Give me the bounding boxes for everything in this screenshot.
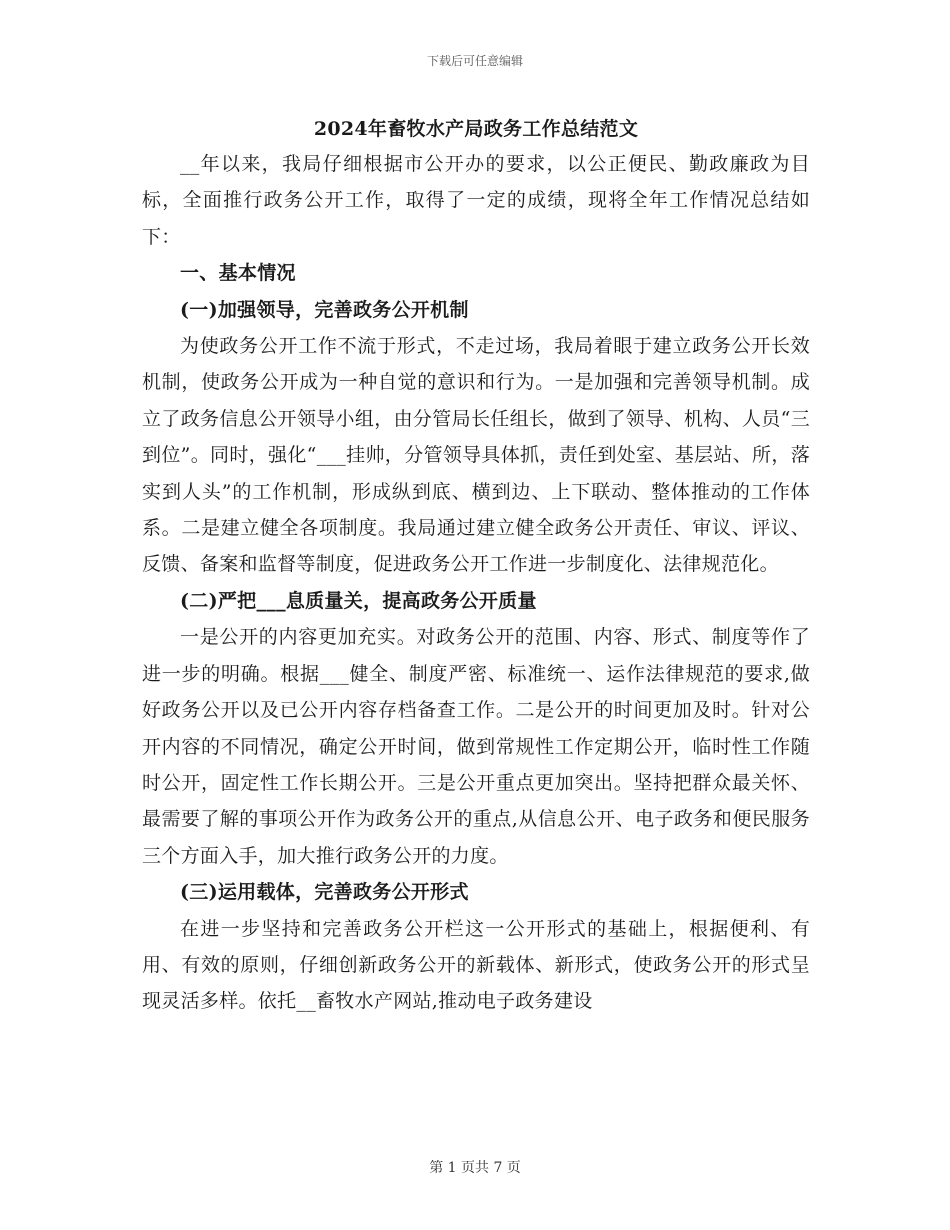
body-paragraph-3: 在进一步坚持和完善政务公开栏这一公开形式的基础上，根据便利、有用、有效的原则，仔细创新政务公开的新载体、新形式，使政务公开的形式呈现灵活多样。依托__畜牧水产网站,推动电子政务建设 [142,917,810,1013]
page-header: 下载后可任意编辑 [426,54,523,68]
subsection-heading-2: (二)严把___息质量关，提高政务公开质量 [180,589,537,612]
subsection-heading-1: (一)加强领导，完善政务公开机制 [180,298,469,321]
body-paragraph-1: 为使政务公开工作不流于形式，不走过场，我局着眼于建立政务公开长效机制，使政务公开成为一种自觉的意识和行为。一是加强和完善领导机制。成立了政务信息公开领导小组，由分管局长任组长，做到了领导、机构、人员“三到位”。同时，强化“___挂帅，分管领导具体抓，责任到处室、基层站、所，落实到人头”的工作机制，形成纵到底、横到边、上下联动、整体推动的工作体系。二是建立健全各项制度。我局通过建立健全政务公开责任、审议、评议、反馈、备案和监督等制度，促进政务公开工作进一步制度化、法律规范化。 [142,335,810,576]
document-title: 2024年畜牧水产局政务工作总结范文 [313,118,639,140]
body-paragraph-2: 一是公开的内容更加充实。对政务公开的范围、内容、形式、制度等作了进一步的明确。根据___健全、制度严密、标准统一、运作法律规范的要求,做好政务公开以及已公开内容存档备查工作。二是公开的时间更加及时。针对公开内容的不同情况，确定公开时间，做到常规性工作定期公开，临时性工作随时公开，固定性工作长期公开。三是公开重点更加突出。坚持把群众最关怀、最需要了解的事项公开作为政务公开的重点,从信息公开、电子政务和便民服务三个方面入手，加大推行政务公开的力度。 [142,626,810,867]
intro-paragraph: __年以来，我局仔细根据市公开办的要求，以公正便民、勤政廉政为目标，全面推行政务公开工作，取得了一定的成绩，现将全年工作情况总结如下： [142,153,810,248]
document-body [142,112,810,1020]
subsection-heading-3: (三)运用载体，完善政务公开形式 [180,881,469,904]
page-footer: 第 1 页共 7 页 [429,1160,521,1176]
section-heading-basic: 一、基本情况 [180,262,296,285]
